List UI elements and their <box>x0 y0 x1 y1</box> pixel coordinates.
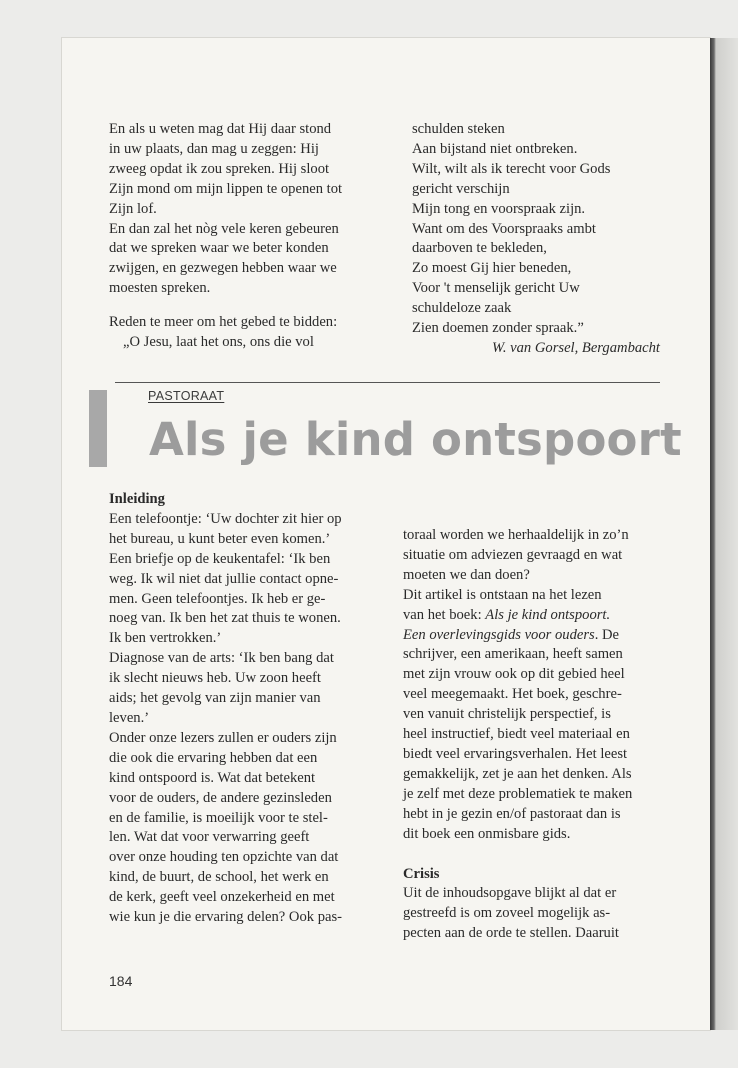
text-line: Ik ben vertrokken.’ <box>109 630 222 647</box>
crisis-heading: Crisis <box>403 865 440 882</box>
text-line: leven.’ <box>109 709 150 726</box>
text-line: zweeg opdat ik zou spreken. Hij sloot <box>109 160 330 177</box>
section-divider <box>115 382 660 383</box>
text-line: En als u weten mag dat Hij daar stond <box>109 121 332 137</box>
poem-line: schulden steken <box>412 121 505 137</box>
section-label: PASTORAAT <box>148 389 225 403</box>
article-left-column <box>109 490 371 928</box>
text-line: hebt in je gezin en/of pastoraat dan is <box>403 805 621 822</box>
text-line: zwijgen, en gezwegen hebben waar we <box>109 260 337 277</box>
text-line: kind, de buurt, de school, het werk en <box>109 869 329 886</box>
text-line: Uit de inhoudsopgave blijkt al dat er <box>403 885 617 902</box>
text-line: pecten aan de orde te stellen. Daaruit <box>403 925 619 942</box>
poem-line: daarboven te bekleden, <box>412 240 547 257</box>
text-line: toraal worden we herhaaldelijk in zo’n <box>403 527 629 543</box>
book-subtitle: Een overlevingsgids voor ouders <box>403 626 595 643</box>
top-left-column <box>109 120 371 353</box>
text-line: met zijn vrouw ook op dit gebied heel <box>403 666 625 683</box>
text-line: schrijver, een amerikaan, heeft samen <box>403 646 623 663</box>
text-line: in uw plaats, dan mag u zeggen: Hij <box>109 140 319 157</box>
poem-line: Voor 't menselijk gericht Uw <box>412 280 580 297</box>
poem-line: Aan bijstand niet ontbreken. <box>412 140 578 157</box>
text-line: het bureau, u kunt beter even komen.’ <box>109 530 331 547</box>
text-line: dit boek een onmisbare gids. <box>403 825 571 842</box>
text-line: gemakkelijk, zet je aan het denken. Als <box>403 765 632 782</box>
text-line: over onze houding ten opzichte van dat <box>109 849 339 866</box>
text-line: ven vanuit christelijk perspectief, is <box>403 706 611 723</box>
text-line: moesten spreken. <box>109 280 211 297</box>
poem-line: Zo moest Gij hier beneden, <box>412 260 572 277</box>
book-reference-line <box>403 606 660 626</box>
text-line: biedt veel ervaringsverhalen. Het leest <box>403 745 628 762</box>
text-line: En dan zal het nòg vele keren gebeuren <box>109 220 339 237</box>
text-line: Onder onze lezers zullen er ouders zijn <box>109 729 337 746</box>
text-line: kind ontspoord is. Wat dat betekent <box>109 769 316 786</box>
text-line: je zelf met deze problematiek te maken <box>403 785 633 802</box>
poem-line: Wilt, wilt als ik terecht voor Gods <box>412 160 611 177</box>
text-fragment: . De <box>594 626 620 643</box>
text-line: ik slecht nieuws heb. Uw zoon heeft <box>109 670 321 687</box>
text-line: Diagnose van de arts: ‘Ik ben bang dat <box>109 650 334 667</box>
book-title: Als je kind ontspoort. <box>485 606 611 623</box>
top-right-column <box>412 120 660 359</box>
text-line: len. Wat dat voor verwarring geeft <box>109 829 310 846</box>
text-line: Reden te meer om het gebed te bidden: <box>109 314 338 331</box>
text-line: moeten we dan doen? <box>403 566 530 583</box>
text-line: Zijn mond om mijn lippen te openen tot <box>109 180 343 197</box>
text-line: veel meegemaakt. Het boek, geschre- <box>403 686 622 703</box>
article-title: Als je kind ontspoort <box>149 413 682 466</box>
author-signature: W. van Gorsel, Bergambacht <box>492 339 660 356</box>
poem-line: schuldeloze zaak <box>412 300 512 317</box>
text-line: wie kun je die ervaring delen? Ook pas- <box>109 909 343 926</box>
text-line: noeg van. Ik ben het zat thuis te wonen. <box>109 610 341 627</box>
poem-line: gericht verschijn <box>412 180 510 197</box>
text-line: die ook die ervaring hebben dat een <box>109 749 318 766</box>
book-reference-line <box>403 626 660 646</box>
text-line: dat we spreken waar we beter konden <box>109 240 329 257</box>
text-line: aids; het gevolg van zijn manier van <box>109 690 321 707</box>
poem-line: Zien doemen zonder spraak.” <box>412 320 584 337</box>
intro-heading: Inleiding <box>109 491 165 507</box>
text-line: de kerk, geeft veel onzekerheid en met <box>109 889 335 906</box>
text-line: „O Jesu, laat het ons, ons die vol <box>123 334 314 351</box>
text-line: en de familie, is moeilijk voor te stel- <box>109 809 328 826</box>
book-spine-gutter <box>710 38 738 1030</box>
text-fragment: van het boek: <box>403 606 486 623</box>
text-line: situatie om adviezen gevraagd en wat <box>403 546 623 563</box>
text-line: voor de ouders, de andere gezinsleden <box>109 789 332 806</box>
page-number: 184 <box>109 973 133 989</box>
text-line: Zijn lof. <box>109 200 157 217</box>
section-marker-bar <box>89 390 107 467</box>
text-line: Dit artikel is ontstaan na het lezen <box>403 586 602 603</box>
poem-line: Want om des Voorspraaks ambt <box>412 220 596 237</box>
text-line: Een briefje op de keukentafel: ‘Ik ben <box>109 550 331 567</box>
text-line: heel instructief, biedt veel materiaal en <box>403 726 630 743</box>
poem-line: Mijn tong en voorspraak zijn. <box>412 200 586 217</box>
text-line: weg. Ik wil niet dat jullie contact opne- <box>109 570 339 587</box>
text-line: gestreefd is om zoveel mogelijk as- <box>403 905 611 922</box>
text-line: men. Geen telefoontjes. Ik heb er ge- <box>109 590 326 607</box>
text-line: Een telefoontje: ‘Uw dochter zit hier op <box>109 510 342 527</box>
article-right-column <box>403 526 660 944</box>
